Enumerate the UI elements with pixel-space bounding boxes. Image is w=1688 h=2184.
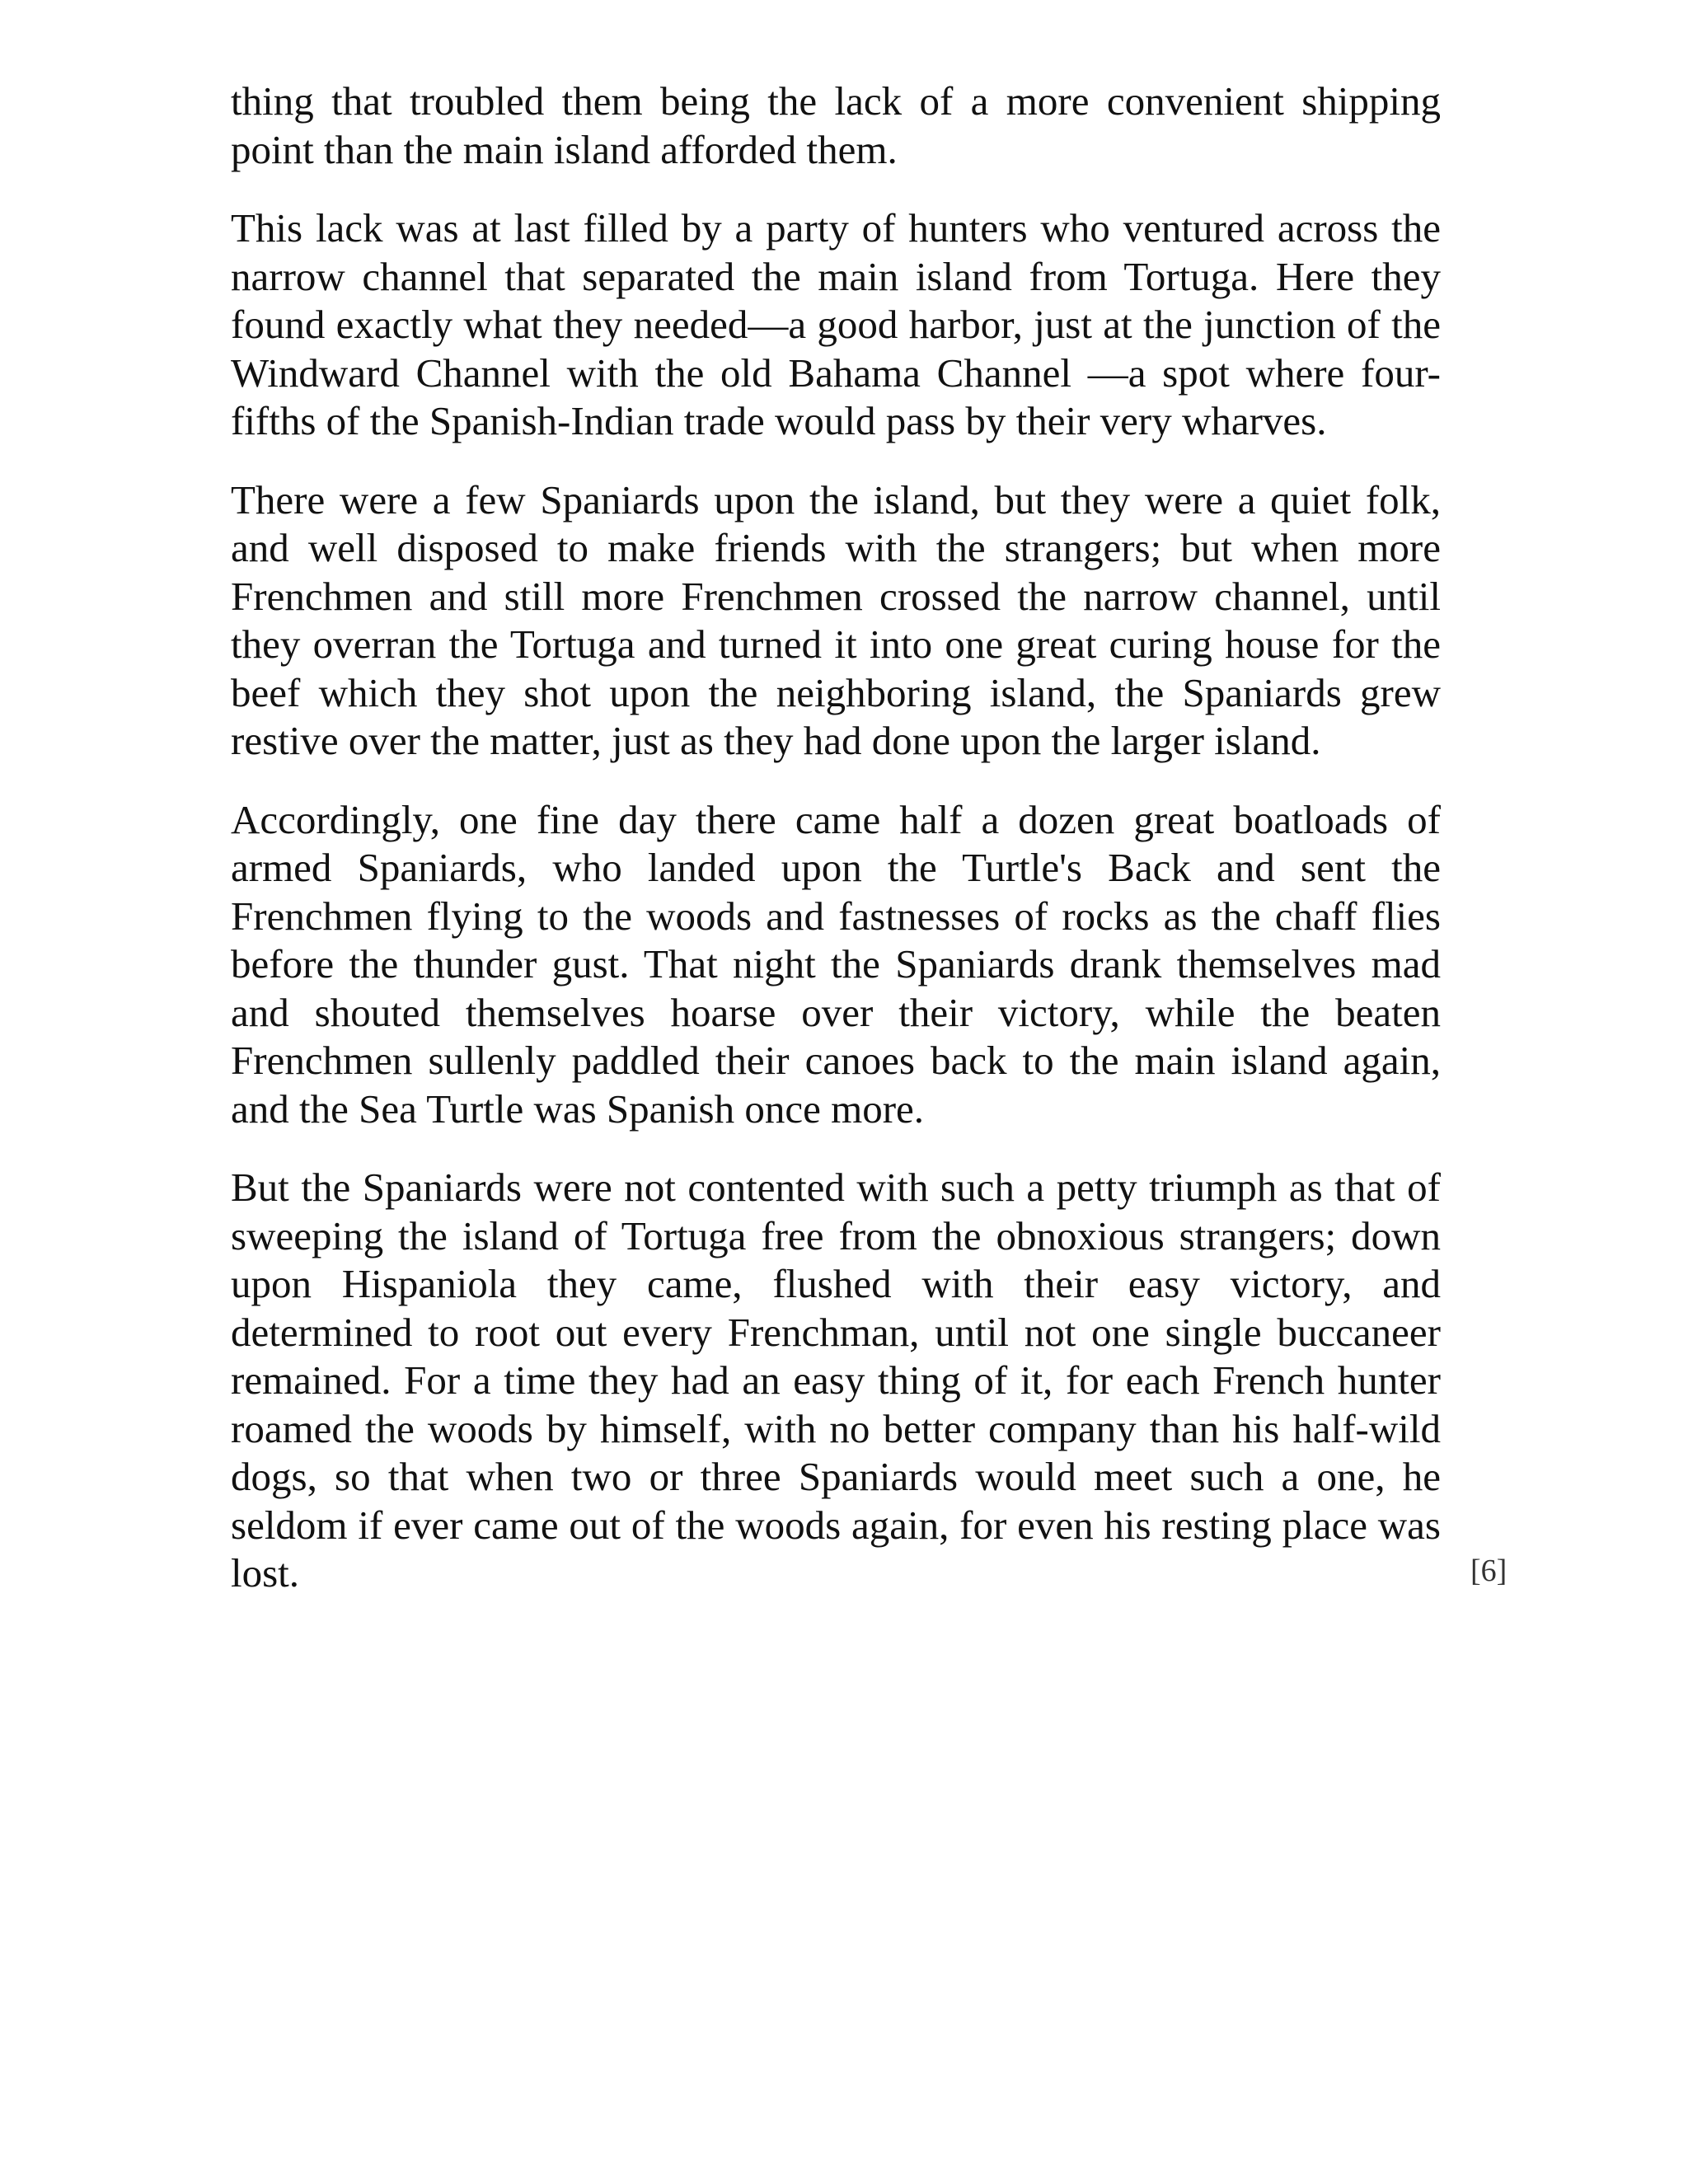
paragraph-3: There were a few Spaniards upon the island, but they were a quiet folk, and well disposed to make friends with the strangers; but when more Frenchmen and still more Frenchmen crossed the narrow channel, until they overran the Tortuga and turned it into one great curing house for the beef which they shot upon the neighboring island, the Spaniards grew restive over the matter, just as they had done upon the larger island. <box>231 476 1441 763</box>
paragraph-5: But the Spaniards were not contented with such a petty triumph as that of sweeping the island of Tortuga free from the obnoxious strangers; down upon Hispaniola they came, flushed with their easy victory, and determined to root out every Frenchman, until not one single buccaneer remained. For a time they had an easy thing of it, for each French hunter roamed the woods by himself, with no better company than his half-wild dogs, so that when two or three Spaniards would meet such a one, he seldom if ever came out of the woods again, for even his resting place was lost. <box>231 1165 1441 1596</box>
paragraph-4: Accordingly, one fine day there came half a dozen great boatloads of armed Spaniards, who landed upon the Turtle's Back and sent the Frenchmen flying to the woods and fastnesses of rocks as the chaff flies before the thunder gust. That night the Spaniards drank themselves mad and shouted themselves hoarse over their victory, while the beaten Frenchmen sullenly paddled their canoes back to the main island again, and the Sea Turtle was Spanish once more. <box>231 796 1441 1132</box>
paragraph-1: thing that troubled them being the lack of a more convenient shipping point than the main island afforded them. <box>231 78 1441 172</box>
paragraph-2: This lack was at last filled by a party of hunters who ventured across the narrow channel that separated the main island from Tortuga. Here they found exactly what they needed—a good harbor, just at the junction of the Windward Channel with the old Bahama Channel —a spot where four-fifths of the Spanish-Indian trade would pass by their very wharves. <box>231 205 1441 443</box>
body-text <box>231 77 1441 1629</box>
page-number-marker: [6] <box>1470 1554 1507 1588</box>
